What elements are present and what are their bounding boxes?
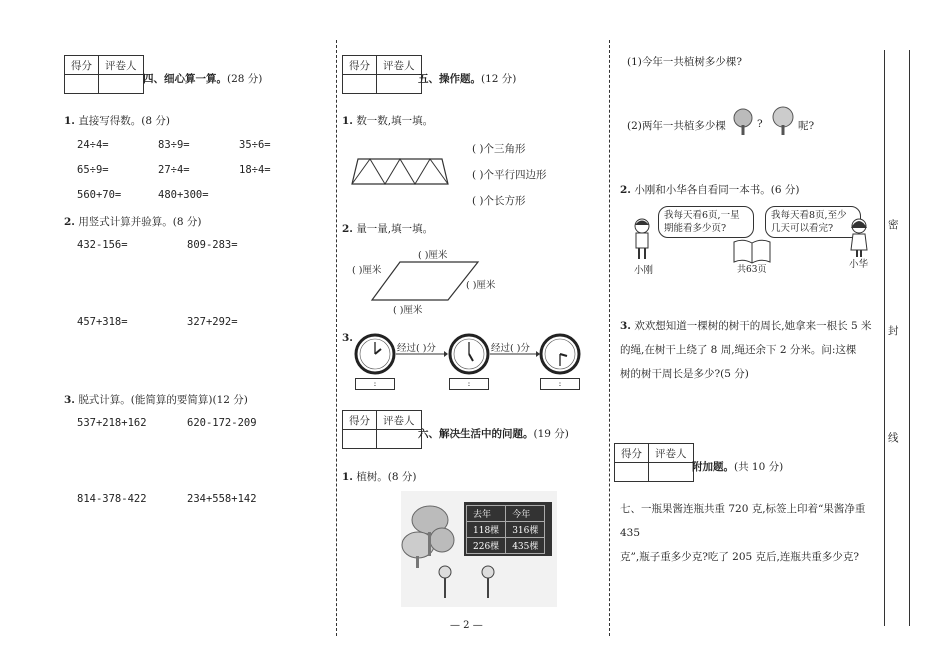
calc-item: 18÷4= [239,164,271,176]
grader-cell[interactable] [377,75,422,94]
binding-line [884,50,885,626]
small-tree-icon [733,108,753,136]
grader-label: 评卷人 [99,56,144,75]
girl-name: 小华 [849,259,869,270]
question-mark: ? [757,118,763,130]
grader-cell[interactable] [649,463,694,482]
time-answer-box[interactable]: : [540,378,580,390]
book-icon [732,238,772,264]
elapsed-label-2: 经过( )分 [491,343,530,354]
calc-item: 620-172-209 [187,417,257,429]
calc-item: 27÷4= [158,164,190,176]
calc-item: 35÷6= [239,139,271,151]
blank-triangles: ( )个三角形 [472,143,526,155]
parallelogram-figure [370,260,480,302]
score-box [614,443,694,482]
calc-item: 457+318= [77,316,128,328]
score-box [64,55,144,94]
time-answer-box[interactable]: : [355,378,395,390]
section-heading: 六、解决生活中的问题。(19 分) [418,428,569,440]
grader-label: 评卷人 [649,444,694,463]
girl-icon [849,218,869,258]
grader-cell[interactable] [377,430,422,449]
boy-name: 小刚 [634,265,654,276]
calc-item: 809-283= [187,239,238,251]
question-2: 2. 小刚和小华各自看同一本书。(6 分) [620,184,800,196]
question-2: 2. 量一量,填一填。 [342,223,434,235]
speech-bubble-1: 我每天看6页,一星期能看多少页? [658,206,754,238]
sub-question-2-end: 呢? [798,120,815,132]
side-mark: 线 [888,432,899,444]
score-cell[interactable] [615,463,649,482]
question-4: 1. 植树。(8 分) [342,471,417,483]
question-3: 3. 脱式计算。(能简算的要简算)(12 分) [64,394,248,406]
score-box [342,410,422,449]
section-heading: 附加题。(共 10 分) [692,461,784,473]
question-3: 3. [342,332,353,344]
sub-question-2: (2)两年一共植多少棵 [627,120,726,132]
score-label: 得分 [65,56,99,75]
calc-item: 234+558+142 [187,493,257,505]
grader-label: 评卷人 [377,56,422,75]
question-1: 1. 直接写得数。(8 分) [64,115,171,127]
page-number: — 2 — [450,620,483,631]
book-label: 共63页 [737,265,767,275]
question-1: 1. 数一数,填一填。 [342,115,434,127]
grader-label: 评卷人 [377,411,422,430]
calc-item: 24÷4= [77,139,109,151]
blank-parallelograms: ( )个平行四边形 [472,169,547,181]
calc-item: 560+70= [77,189,122,201]
question-7: 七、一瓶果酱连瓶共重 720 克,标签上印着“果酱净重 435 克”,瓶子重多少克?吃了 205 克后,连瓶共重多少克? [620,503,866,563]
binding-line-2 [909,50,910,626]
side-mark: 密 [888,219,899,231]
table-cell: 118棵 [467,522,506,538]
tree-table [466,505,545,554]
label-right: ( )厘米 [466,280,496,291]
sub-question-1: (1)今年一共植树多少棵? [627,56,743,68]
boy-icon [632,218,652,260]
clock-icon [539,333,581,375]
score-cell[interactable] [65,75,99,94]
grader-cell[interactable] [99,75,144,94]
clock-icon [354,333,396,375]
score-label: 得分 [343,411,377,430]
column-divider-1 [336,40,337,636]
score-box [342,55,422,94]
calc-item: 432-156= [77,239,128,251]
score-label: 得分 [615,444,649,463]
section-heading: 五、操作题。(12 分) [418,73,517,85]
score-label: 得分 [343,56,377,75]
clock-icon [448,333,490,375]
table-cell: 316棵 [506,522,545,538]
elapsed-label-1: 经过( )分 [397,343,436,354]
question-2: 2. 用竖式计算并验算。(8 分) [64,216,202,228]
calc-item: 83÷9= [158,139,190,151]
label-bottom: ( )厘米 [393,305,423,316]
table-cell: 226棵 [467,538,506,554]
blank-rectangles: ( )个长方形 [472,195,526,207]
question-3: 3. 欢欢想知道一棵树的树干的周长,她拿来一根长 5 米 的绳,在树干上绕了 8 周,绳还余下 2 分米。问:这棵 树的树干周长是多少?(5 分) [620,320,872,380]
table-header: 今年 [506,506,545,522]
section-heading: 四、细心算一算。(28 分) [143,73,263,85]
small-tree-icon [772,106,794,136]
calc-item: 814-378-422 [77,493,147,505]
side-mark: 封 [888,325,899,337]
time-answer-box[interactable]: : [449,378,489,390]
calc-item: 65÷9= [77,164,109,176]
label-top: ( )厘米 [418,250,448,261]
truss-figure [350,157,450,187]
calc-item: 327+292= [187,316,238,328]
label-left: ( )厘米 [352,265,382,276]
calc-item: 480+300= [158,189,209,201]
column-divider-2 [609,40,610,636]
table-cell: 435棵 [506,538,545,554]
score-cell[interactable] [343,430,377,449]
table-header: 去年 [467,506,506,522]
score-cell[interactable] [343,75,377,94]
speech-bubble-2: 我每天看8页,至少几天可以看完? [765,206,861,238]
calc-item: 537+218+162 [77,417,147,429]
